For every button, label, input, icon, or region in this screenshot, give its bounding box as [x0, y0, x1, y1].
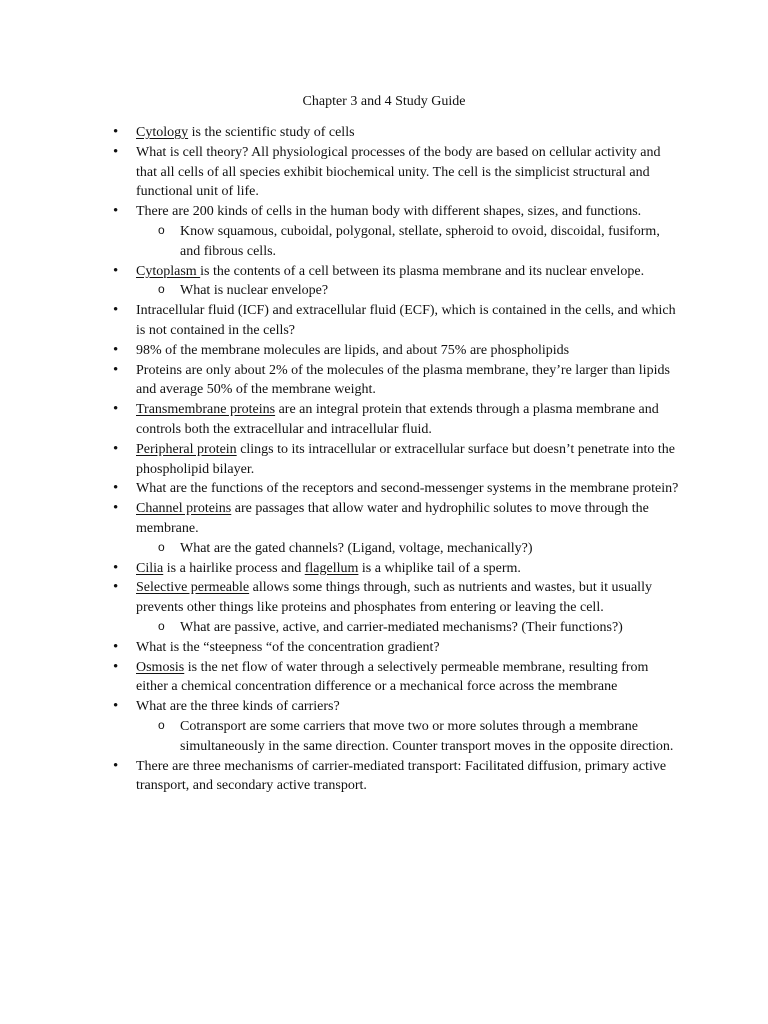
bullet-text: There are 200 kinds of cells in the human body with different shapes, sizes, and functions.: [136, 204, 642, 220]
bullet-item: [112, 301, 682, 341]
key-term: Osmosis: [136, 659, 185, 675]
bullet-text: There are three mechanisms of carrier-mediated transport: Facilitated diffusion, primary active transport, and secondary active transport.: [136, 758, 667, 794]
bullet-item: [112, 361, 682, 401]
bullet-item: [112, 400, 682, 440]
bullet-text: are passages that allow water and hydrophilic solutes to move through the membrane.: [136, 501, 649, 536]
sub-bullet-text: What is nuclear envelope?: [180, 283, 329, 299]
bullet-item: [112, 757, 682, 797]
key-term: Channel proteins: [136, 501, 232, 517]
bullet-text: is a hairlike process and: [163, 560, 305, 576]
bullet-text: Proteins are only about 2% of the molecules of the plasma membrane, they’re larger than lipids and average 50% of the membrane weight.: [136, 362, 670, 398]
key-term: Transmembrane proteins: [136, 402, 276, 418]
sub-bullet-item: [112, 281, 682, 301]
bullet-text: clings to its intracellular or extracellular surface but doesn’t penetrate into the phospholipid bilayer.: [136, 441, 675, 477]
sub-bullet-item: [112, 618, 682, 638]
bullet-item: [112, 341, 682, 361]
key-term: Peripheral protein: [136, 441, 237, 457]
sub-bullet-text: What are passive, active, and carrier-mediated mechanisms? (Their functions?): [180, 619, 623, 635]
bullet-text: is the scientific study of cells: [188, 125, 355, 140]
bullet-text: 98% of the membrane molecules are lipids, and about 75% are phospholipids: [136, 342, 570, 358]
bullet-item: [112, 202, 682, 222]
bullet-text: What are the functions of the receptors and second-messenger systems in the membrane protein?: [136, 481, 679, 497]
key-term: Cytoplasm: [136, 263, 201, 279]
bullet-item: [112, 479, 682, 499]
bullet-item: [112, 559, 682, 579]
sub-bullet-item: [112, 539, 682, 559]
bullet-text: What are the three kinds of carriers?: [136, 699, 340, 715]
key-term: flagellum: [304, 560, 359, 576]
sub-bullet-text: Cotransport are some carriers that move two or more solutes through a membrane simultaneously in the same direction. Counter transport moves in the opposite direction.: [180, 718, 674, 754]
sub-bullet-item: [112, 222, 682, 262]
sub-bullet-text: What are the gated channels? (Ligand, voltage, mechanically?): [180, 540, 533, 556]
key-term: Cilia: [136, 560, 164, 576]
sub-bullet-item: [112, 717, 682, 757]
bullet-item: [112, 638, 682, 658]
bullet-item: [112, 143, 682, 202]
bullet-text: is the net flow of water through a selectively permeable membrane, resulting from either a chemical concentration difference or a mechanical force across the membrane: [136, 659, 649, 695]
bullet-item: [112, 697, 682, 717]
bullet-text: is the contents of a cell between its plasma membrane and its nuclear envelope.: [200, 263, 645, 279]
key-term: Cytology: [136, 125, 189, 140]
bullet-text: What is the “steepness “of the concentration gradient?: [136, 639, 440, 655]
bullet-text: is a whiplike tail of a sperm.: [358, 560, 521, 576]
bullet-item: [112, 440, 682, 480]
bullet-text: Intracellular fluid (ICF) and extracellular fluid (ECF), which is contained in the cells, and which is not contained in the cells?: [136, 303, 676, 338]
bullet-item: [112, 262, 682, 282]
bullet-text: allows some things through, such as nutrients and wastes, but it usually prevents other things like proteins and phosphates from entering or leaving the cell.: [136, 580, 652, 616]
page-title: Chapter 3 and 4 Study Guide: [302, 94, 466, 109]
bullet-text: What is cell theory? All physiological processes of the body are based on cellular activity and that all cells of all species exhibit biochemical unity. The cell is the simplicist structural and functional unit of life.: [136, 144, 661, 200]
bullet-item: [112, 499, 682, 539]
study-guide-list: [112, 123, 682, 796]
key-term: Selective permeable: [136, 580, 250, 596]
bullet-item: [112, 123, 682, 143]
sub-bullet-text: Know squamous, cuboidal, polygonal, stellate, spheroid to ovoid, discoidal, fusiform, and fibrous cells.: [180, 223, 660, 259]
bullet-text: are an integral protein that extends through a plasma membrane and controls both the extracellular and intracellular fluid.: [136, 402, 659, 437]
bullet-item: [112, 658, 682, 698]
bullet-item: [112, 578, 682, 618]
